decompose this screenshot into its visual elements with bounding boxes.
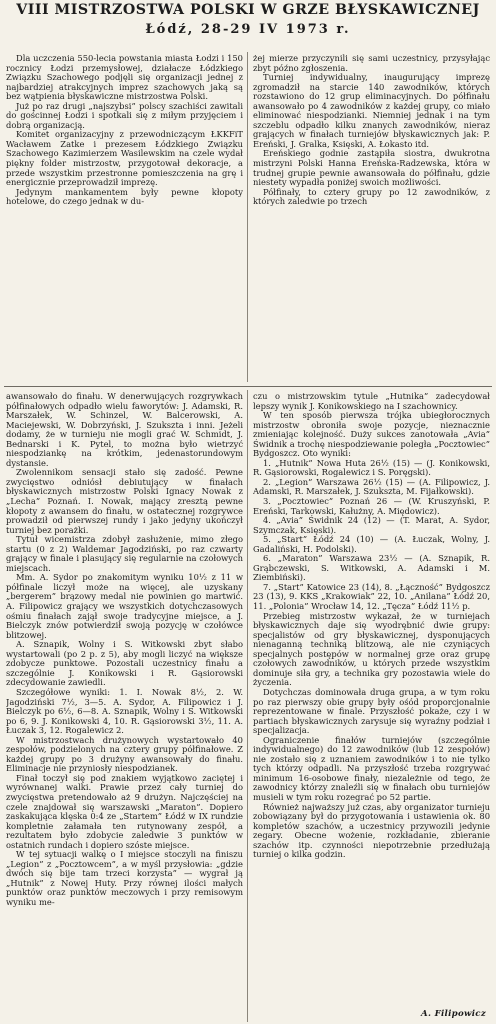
col3-paragraph: W mistrzostwach drużynowych wystartowało 40 zespołów, podzielonych na cztery grupy półfinałowe. Z każdej grupy po 3 drużyny awansowały do finału. Eliminacje nie przyniosły niespodzianek. [6,734,243,774]
col2-paragraph: Półfinały, to cztery grupy po 12 zawodników, z których zaledwie po trzech [253,186,490,207]
results-item: 5. „Start” Łódź 24 (10) — (A. Łuczak, Wolny, J. Gadaliński, H. Podolski). [253,534,490,554]
col3-paragraph: W tej sytuacji walkę o I miejsce stoczyli na finiszu „Legion” z „Pocztowcem”, a w myśl przysłowia: „gdzie dwóch się bije tam trzeci korzysta” — wygrał ją „Hutnik” z Nowej Huty. Przy równej ilości małych punktów oraz punktów meczowych i przy remisowym wyniku me- [6,849,243,907]
article-title: VIII MISTRZOSTWA POLSKI W GRZE BŁYSKAWICZNEJ [16,2,480,18]
article-subtitle: Łódź, 28-29 IV 1973 r. [145,22,351,37]
col4-paragraph: W ten sposób pierwsza trójka ubiegłorocznych mistrzostw obroniła swoje pozycje, nieznacznie zmieniając kolejność. Duży sukces zanotowała „Avia” Świdnik a trochę niespodziewanie poległa „Pocztowiec” Bydgoszcz. Oto wyniki: [253,410,490,459]
col1-paragraph: Już po raz drugi „najszybsi” polscy szachiści zawitali do gościnnej Łodzi i spotkali się z miłym przyjęciem i dobrą organizacją. [6,100,243,130]
results-item: 2. „Legion” Warszawa 26½ (15) — (A. Filipowicz, J. Adamski, R. Marszałek, J. Szukszta, M. Fijałkowski). [253,476,490,497]
col3-paragraph: Finał toczył się pod znakiem wyjątkowo zaciętej i wyrównanej walki. Prawie przez cały turniej do zwycięstwa pretendowało aż 9 drużyn. Najczęściej na czele znajdował się warszawski „Maraton”. Dopiero zaskakująca klęska 0:4 ze „Startem” Łódź w IX rundzie kompletnie załamała ten rutynowany zespół, a rezultatem było zdobycie zaledwie 3 punktów w ostatnich rundach i dopiero szóste miejsce. [6,772,243,850]
col3-paragraph: Mm. A. Sydor po znakomitym wyniku 10½ z 11 w półfinale liczył może na więcej, ale uzyskany „bergerem” brązowy medal nie powinien go martwić. A. Filipowicz grający we wszystkich dotychczasowych ośmiu finałach zajął swoje tradycyjne miejsce, a J. Bielczyk znów potwierdził swoją pozycję w czołówce blitzowej. [6,572,243,640]
column-1 [6,54,243,381]
column-2 [253,54,490,381]
results-item: 3. „Pocztowiec” Poznań 26 — (W. Kruszyński, P. Ereński, Tarkowski, Kałużny, A. Międowicz). [253,496,490,516]
col1-paragraph: Dla uczczenia 550-lecia powstania miasta Łodzi i 150 rocznicy Łodzi przemysłowej, działacze Łódzkiego Związku Szachowego podjęli się organizacji jednej z najbardziej atrakcyjnych imprez szachowych jaką są bez wątpienia błyskawiczne mistrzostwa Polski. [6,54,243,102]
column-4 [253,392,490,1012]
col3-paragraph: awansowało do finału. W denerwujących rozgrywkach półfinałowych odpadło wielu faworytów: J. Adamski, R. Marszałek, W. Schinzel, W. Balcerowski, A. Maciejewski, W. Dobrzyński, J. Szukszta i inni. Jeżeli dodamy, że w turnieju nie mogli grać W. Schmidt, J. Bednarski i K. Pytel, to można było wietrzyć niespodziankę na krótkim, jedenastorundowym dystansie. [6,392,243,468]
col2-paragraph: Ereńskiego godnie zastąpiła siostra, dwukrotna mistrzyni Polski Hanna Ereńska-Radzewska, która w trudnej grupie pewnie awansowała do półfinału, gdzie niestety wypadła poniżej swoich możliwości. [253,148,490,188]
col3-paragraph: Szczegółowe wyniki: 1. I. Nowak 8½, 2. W. Jagodziński 7½, 3—5. A. Sydor, A. Filipowicz i J. Bielczyk po 6½, 6—8. A. Sznapik, Wolny i S. Witkowski po 6, 9. J. Konikowski 4, 10. R. Gąsiorowski 3½, 11. A. Łuczak 3, 12. Rogalewicz 2. [6,686,243,736]
results-item: 7. „Start” Katowice 23 (14), 8. „Łączność” Bydgoszcz 23 (13), 9. KKS „Krakowiak” 22, 10. „Anilana” Łódź 20, 11. „Polonia” Wrocław 14, 12. „Tęcza” Łódź 11½ p. [253,581,490,612]
horizontal-divider [4,386,492,387]
col1-paragraph: Jedynym mankamentem były pewne kłopoty hotelowe, do czego jednak w du- [6,186,243,207]
column-divider-bottom [247,390,248,1022]
author-signature: A. Filipowicz [421,1009,486,1019]
col2-paragraph: Turniej indywidualny, inaugurujący imprezę zgromadził na starcie 140 zawodników, których rozstawiono do 12 grup eliminacyjnych. Do półfinału awansowało po 4 zawodników z każdej grupy, co miało eliminować niespodzianki. Niemniej jednak i na tym szczeblu odpadło kilku znanych zawodników, nieraz grających w finałach turniejów błyskawicznych jak: P. Ereński, J. Gralka, Księski, A. Łokasto itd. [253,72,490,149]
col4-paragraph: Ograniczenie finałów turniejów (szczególnie indywidualnego) do 12 zawodników (lub 12 zespołów) nie zostało się z uznaniem zawodników i to nie tylko tych którzy odpadli. Na przyszłość trzeba rozgrywać minimum 16-osobowe finały, niezależnie od tego, że zawodnicy którzy znaleźli się w finałach obu turniejów musieli w tym roku rozegrać po 52 partie. [253,734,490,802]
col4-paragraph: czu o mistrzowskim tytule „Hutnika” zadecydował lepszy wynik J. Konikowskiego na I szachownicy. [253,392,490,411]
results-item: 6. „Maraton” Warszawa 23½ — (A. Sznapik, R. Grąbczewski, S. Witkowski, A. Adamski i M. Ziembiński). [253,553,490,583]
results-item: 1. „Hutnik” Nowa Huta 26½ (15) — (J. Konikowski, R. Gąsiorowski, Rogalewicz i S. Poręgski). [253,457,490,478]
col3-paragraph: Tytuł wicemistrza zdobył zasłużenie, mimo złego startu (0 z 2) Waldemar Jagodziński, po raz czwarty grający w finale i plasujący się regularnie na czołowych miejscach. [6,534,243,573]
col4-paragraph: Przebieg mistrzostw wykazał, że w turniejach błyskawicznych daje się wyodrębnić dwie grupy: specjalistów od gry błyskawicznej, dysponujących nienaganną techniką blitzową, ale nie czyniących specjalnych postępów w normalnej grze oraz grupę czołowych zawodników, u których przede wszystkim dominuje siła gry, a technika gry pozostawia wiele do życzenia. [253,610,490,688]
column-divider-top [247,52,248,382]
col1-paragraph: Komitet organizacyjny z przewodniczącym ŁKKFiT Wacławem Zatke i prezesem Łódzkiego Związku Szachowego Kazimierzem Wasilewskim na czele wydał piękny folder mistrzostw, przygotował dekoracje, a przede wszystkim przestronne pomieszczenia na grę i energicznie przeprowadził imprezę. [6,129,243,188]
col4-paragraph: Dotychczas dominowała druga grupa, a w tym roku po raz pierwszy obie grupy były ośód proporcjonalnie reprezentowane w finale. Przyszłość pokaże, czy i w partiach błyskawicznych zarysuje się wyraźny podział i specjalizacja. [253,686,490,736]
column-3 [6,392,243,1021]
col2-paragraph: żej mierze przyczynili się sami uczestnicy, przysyłając zbyt późno zgłoszenia. [253,54,490,73]
col3-paragraph: A. Sznapik, Wolny i S. Witkowski zbyt słabo wystartowali (po 2 p. z 5), aby mogli liczyć na większe zdobycze punktowe. Pozostali uczestnicy finału a szczególnie J. Konikowski i R. Gąsiorowski zdecydowanie zawiedli. [6,639,243,688]
results-item: 4. „Avia” Świdnik 24 (12) — (T. Marat, A. Sydor, Szymczak, Księski). [253,515,490,535]
col4-paragraph: Również najważszy już czas, aby organizator turnieju zobowiązany był do przygotowania i ustawienia ok. 80 kompletów szachów, a uczestnicy przywozili jedynie zegary. Obecne wożenie, rozkładanie, zbieranie szachów itp. czynności niepotrzebnie przedłużają turniej o kilka godzin. [253,801,490,860]
col3-paragraph: Zwolennikom sensacji stało się zadość. Pewne zwycięstwo odniósł debiutujący w finałach błyskawicznych mistrzostw Polski Ignacy Nowak z „Lecha” Poznań. I. Nowak, mający zresztą pewne kłopoty z awansem do finału, w ostatecznej rozgrywce prowadził od pierwszej rundy i jako jedyny ukończył turniej bez porażki. [6,467,243,535]
